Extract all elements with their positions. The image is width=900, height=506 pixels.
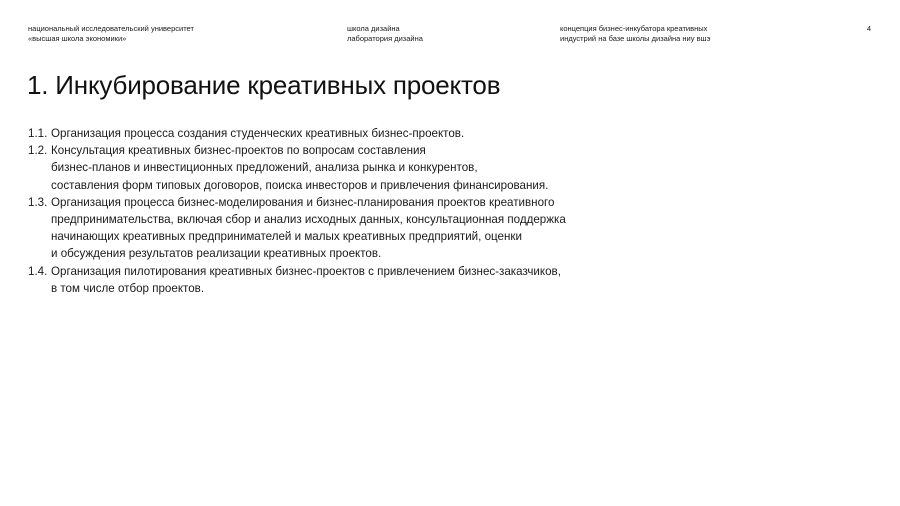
list-item-number: 1.2. [28,144,48,158]
page-title: 1. Инкубирование креативных проектов [27,70,501,100]
list-item-text: начинающих креативных предпринимателей и малых креативных предприятий, оценки [51,230,522,244]
list-item-number: 1.4. [28,264,48,278]
list-item-text: бизнес-планов и инвестиционных предложений, анализа рынка и конкурентов, [51,161,478,175]
header-university-line: «высшая школа экономики» [28,34,127,43]
list-item-text: Организация процесса бизнес-моделирования и бизнес-планирования проектов креативного [51,195,555,209]
header-university-line: национальный исследовательский университет [28,24,194,33]
list-item [28,263,668,297]
list-item [28,194,668,263]
incubation-list [28,125,668,297]
list-item-text: составления форм типовых договоров, поиска инвесторов и привлечения финансирования. [51,178,549,192]
header-concept-line: индустрий на базе школы дизайна ниу вшэ [560,34,711,43]
list-item-text: Организация процесса создания студенческих креативных бизнес-проектов. [51,127,465,140]
header-concept-line: концепция бизнес-инкубатора креативных [560,24,708,33]
list-item [28,142,668,194]
list-item-text: в том числе отбор проектов. [51,281,205,295]
list-item-number: 1.1. [28,127,48,140]
list-item-text: предпринимательства, включая сбор и анализ исходных данных, консультационная поддержка [51,213,566,227]
list-item-text: Консультация креативных бизнес-проектов по вопросам составления [51,144,426,158]
header-school-line: школа дизайна [347,24,400,33]
list-item-text: Организация пилотирования креативных бизнес-проектов с привлечением бизнес-заказчиков, [51,264,561,278]
list-item [28,125,668,142]
header-school-line: лаборатория дизайна [347,34,423,43]
list-item-text: и обсуждения результатов реализации креативных проектов. [51,247,382,261]
header-school [347,24,423,44]
list-item-number: 1.3. [28,195,48,209]
header-university [28,24,194,44]
header-concept [560,24,710,44]
page-number: 4 [866,24,871,33]
